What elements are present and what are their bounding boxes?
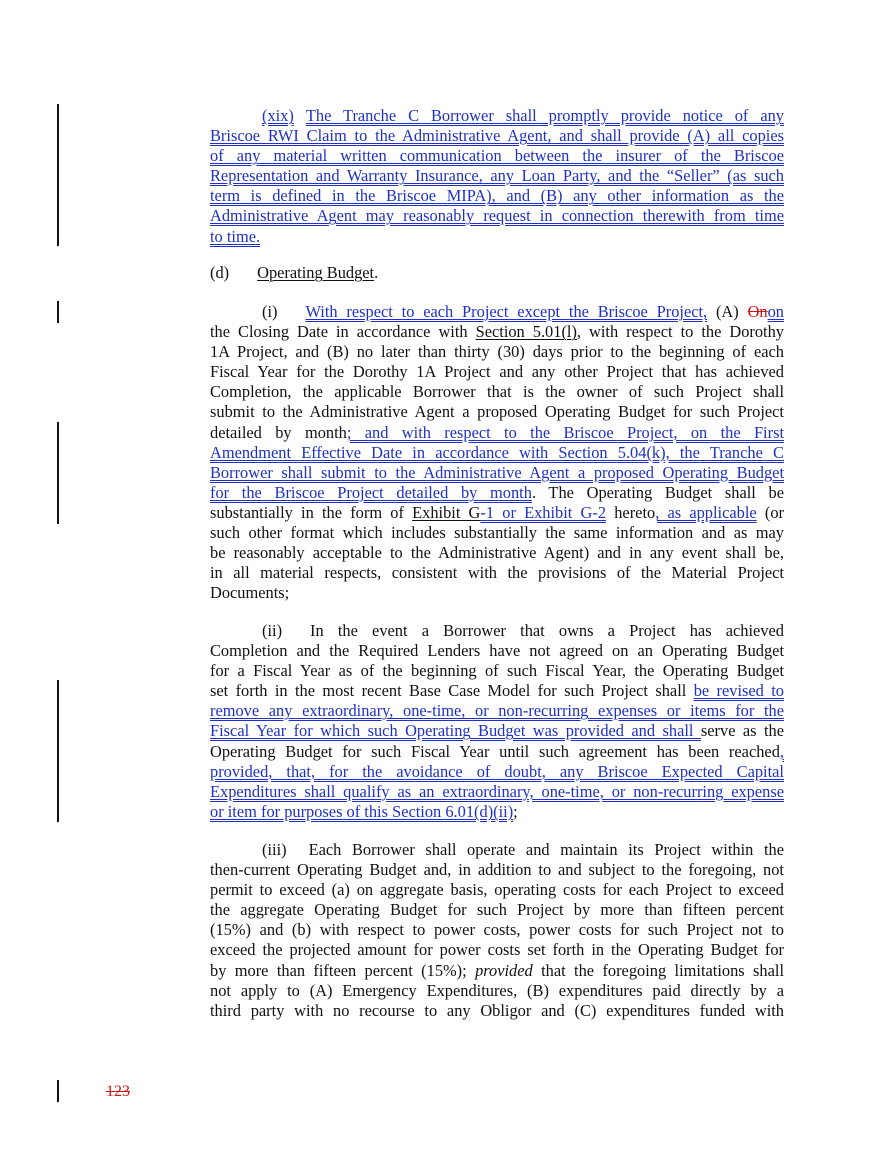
deleted-text: On	[747, 302, 768, 321]
change-bar-d-i-insert	[57, 422, 59, 524]
section-ref-5-01-l: Section 5.01(l)	[475, 322, 577, 342]
exhibit-ref: Exhibit G	[412, 502, 481, 522]
paragraph-d-ii: (ii) In the event a Borrower that owns a Project has achieved Completion and the Required Lenders have not agreed on an Operating Budget for a Fiscal Year as of the beginning of such Fiscal Year, the Operating Budget set forth in the most recent Base Case Model for such Project shall be revised to remove any extraordinary, one-time, or non-recurring expenses or items for the Fiscal Year for which such Operating Budget was provided and shall serve as the Operating Budget for such Fiscal Year until such agreement has been reached, provided, that, for the avoidance of doubt, any Briscoe Expected Capital Expenditures shall qualify as an extraordinary, one-time, or non-recurring expense or item for purposes of this Section 6.01(d)(ii);	[210, 621, 785, 821]
d-iii-label: (iii)	[262, 840, 287, 859]
paragraph-xix: (xix) The Tranche C Borrower shall promptly provide notice of any Briscoe RWI Claim to the Administrative Agent, and shall provide (A) all copies of any material written communication between the insurer of the Briscoe Representation and Warranty Insurance, any Loan Party, and the “Seller” (as such term is defined in the Briscoe MIPA), and (B) any other information as the Administrative Agent may reasonably request in connection therewith from time to time.	[210, 106, 784, 246]
change-bar-xix	[57, 104, 59, 246]
xix-label: (xix)	[262, 106, 294, 125]
paragraph-d-iii: (iii) Each Borrower shall operate and maintain its Project within the then-current Operating Budget and, in addition to and subject to the foregoing, not permit to exceed (a) on aggregate basis, operating costs for each Project to exceed the aggregate Operating Budget for such Project by more than fifteen percent (15%) and (b) with respect to power costs, power costs for such Project not to exceed the projected amount for power costs set forth in the Operating Budget for by more than fifteen percent (15%); provided that the foregoing limitations shall not apply to (A) Emergency Expenditures, (B) expenditures paid directly by a third party with no recourse to any Obligor and (C) expenditures funded with	[210, 840, 784, 1020]
page-number: 123	[106, 1083, 130, 1100]
section-d-label: (d)	[210, 263, 230, 282]
d-i-label: (i)	[262, 302, 278, 321]
paragraph-d-i: (i) With respect to each Project except the Briscoe Project, (A) Onon the Closing Date in accordance with Section 5.01(l), with respect to the Dorothy 1A Project, and (B) no later than thirty (30) days prior to the beginning of each Fiscal Year for the Dorothy 1A Project and any other Project that has achieved Completion, the applicable Borrower that is the owner of such Project shall submit to the Administrative Agent a proposed Operating Budget for such Project detailed by month; and with respect to the Briscoe Project, on the First Amendment Effective Date in accordance with Section 5.04(k), the Tranche C Borrower shall submit to the Administrative Agent a proposed Operating Budget for the Briscoe Project detailed by month. The Operating Budget shall be substantially in the form of Exhibit G-1 or Exhibit G-2 hereto, as applicable (or such other format which includes substantially the same information and as may be reasonably acceptable to the Administrative Agent) and in any event shall be, in all material respects, consistent with the provisions of the Material Project Documents;	[210, 302, 785, 603]
change-bar-page-number	[57, 1080, 59, 1102]
change-bar-d-ii-insert	[57, 680, 59, 822]
provided-italic: provided	[475, 960, 533, 980]
section-d-title: Operating Budget	[257, 263, 375, 282]
change-bar-d-i-first	[57, 301, 59, 323]
section-d-heading: (d) Operating Budget.	[210, 263, 379, 282]
d-ii-label: (ii)	[262, 621, 283, 640]
